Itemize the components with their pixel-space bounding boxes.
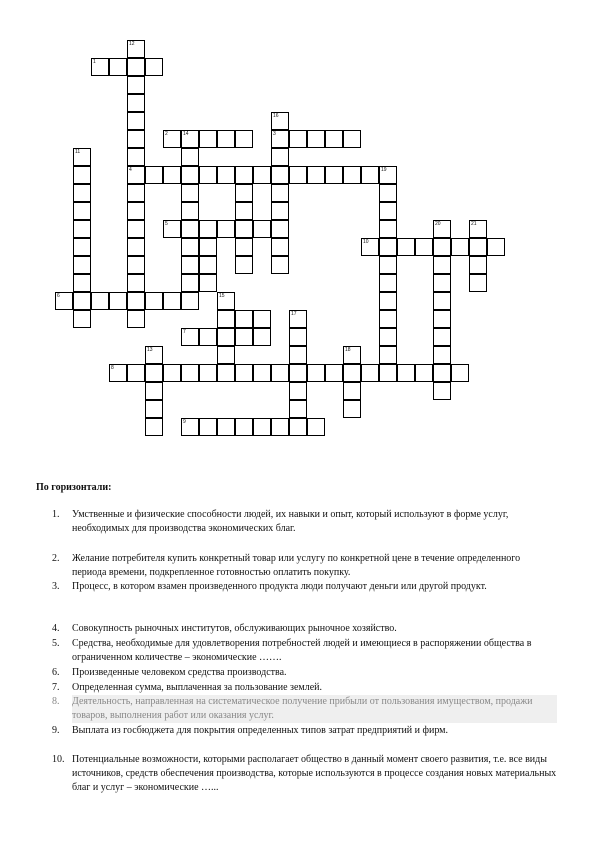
grid-cell[interactable] bbox=[433, 346, 451, 364]
grid-cell[interactable] bbox=[235, 238, 253, 256]
grid-cell[interactable] bbox=[181, 256, 199, 274]
clue-number: 14 bbox=[183, 131, 189, 137]
grid-cell[interactable] bbox=[379, 238, 397, 256]
grid-cell[interactable] bbox=[235, 166, 253, 184]
grid-cell[interactable] bbox=[325, 130, 343, 148]
grid-cell[interactable] bbox=[91, 292, 109, 310]
grid-cell[interactable] bbox=[307, 364, 325, 382]
grid-cell[interactable] bbox=[325, 166, 343, 184]
grid-cell[interactable] bbox=[271, 130, 289, 148]
grid-cell[interactable] bbox=[217, 220, 235, 238]
grid-cell[interactable] bbox=[181, 130, 199, 148]
grid-cell[interactable] bbox=[217, 346, 235, 364]
grid-cell[interactable] bbox=[433, 256, 451, 274]
grid-cell[interactable] bbox=[253, 328, 271, 346]
grid-cell[interactable] bbox=[307, 166, 325, 184]
grid-cell[interactable] bbox=[235, 364, 253, 382]
grid-cell[interactable] bbox=[433, 310, 451, 328]
clue-item bbox=[52, 666, 557, 680]
grid-cell[interactable] bbox=[235, 418, 253, 436]
clue-item bbox=[52, 552, 557, 580]
grid-cell[interactable] bbox=[289, 418, 307, 436]
grid-cell[interactable] bbox=[253, 364, 271, 382]
grid-cell[interactable] bbox=[127, 184, 145, 202]
grid-cell[interactable] bbox=[127, 166, 145, 184]
clue-number: 4 bbox=[129, 167, 132, 173]
grid-cell[interactable] bbox=[199, 166, 217, 184]
clue-number: 15 bbox=[219, 293, 225, 299]
grid-cell[interactable] bbox=[379, 292, 397, 310]
grid-cell[interactable] bbox=[235, 220, 253, 238]
grid-cell[interactable] bbox=[379, 274, 397, 292]
grid-cell[interactable] bbox=[253, 166, 271, 184]
grid-cell[interactable] bbox=[127, 310, 145, 328]
grid-cell[interactable] bbox=[289, 364, 307, 382]
grid-cell[interactable] bbox=[181, 274, 199, 292]
grid-cell[interactable] bbox=[181, 202, 199, 220]
grid-cell[interactable] bbox=[289, 328, 307, 346]
clue-item-text: Желание потребителя купить конкретный товар или услугу по конкретной цене в течение определенного периода времени, подкрепленное готовностью оплатить покупку. bbox=[72, 553, 521, 578]
grid-cell[interactable] bbox=[379, 220, 397, 238]
grid-cell[interactable] bbox=[235, 310, 253, 328]
grid-cell[interactable] bbox=[217, 364, 235, 382]
grid-cell[interactable] bbox=[73, 256, 91, 274]
grid-cell[interactable] bbox=[145, 346, 163, 364]
grid-cell[interactable] bbox=[127, 58, 145, 76]
grid-cell[interactable] bbox=[235, 202, 253, 220]
grid-cell[interactable] bbox=[145, 382, 163, 400]
grid-cell[interactable] bbox=[271, 364, 289, 382]
grid-cell[interactable] bbox=[307, 418, 325, 436]
grid-cell[interactable] bbox=[271, 220, 289, 238]
clue-item-text: Потенциальные возможности, которыми располагает общество в данный момент своего развития, т.е. все виды источников, средств обеспечения производства, которые используются в процессе создания новых материальных благ и услуг – экономические …... bbox=[72, 754, 557, 793]
grid-cell[interactable] bbox=[181, 220, 199, 238]
grid-cell[interactable] bbox=[379, 310, 397, 328]
clue-item-text: Деятельность, направленная на систематическое получение прибыли от пользования имуществом, продажи товаров, выполнения работ или оказания услуг. bbox=[72, 695, 557, 723]
grid-cell[interactable] bbox=[199, 364, 217, 382]
grid-cell[interactable] bbox=[199, 274, 217, 292]
grid-cell[interactable] bbox=[181, 418, 199, 436]
grid-cell[interactable] bbox=[163, 364, 181, 382]
clue-item-text: Средства, необходимые для удовлетворения потребностей людей и имеющиеся в распоряжении общества в ограниченном количестве – экономические ……. bbox=[72, 638, 532, 663]
grid-cell[interactable] bbox=[181, 148, 199, 166]
clue-number: 11 bbox=[75, 149, 81, 155]
grid-cell[interactable] bbox=[433, 364, 451, 382]
clue-number: 18 bbox=[345, 347, 351, 353]
clue-number: 10 bbox=[363, 239, 369, 245]
clue-number: 5 bbox=[165, 221, 168, 227]
grid-cell[interactable] bbox=[73, 184, 91, 202]
grid-cell[interactable] bbox=[145, 364, 163, 382]
grid-cell[interactable] bbox=[253, 310, 271, 328]
grid-cell[interactable] bbox=[181, 328, 199, 346]
grid-cell[interactable] bbox=[433, 292, 451, 310]
grid-cell[interactable] bbox=[199, 220, 217, 238]
grid-cell[interactable] bbox=[127, 256, 145, 274]
grid-cell[interactable] bbox=[73, 238, 91, 256]
grid-cell[interactable] bbox=[379, 202, 397, 220]
grid-cell[interactable] bbox=[181, 184, 199, 202]
grid-cell[interactable] bbox=[289, 346, 307, 364]
clue-item bbox=[52, 508, 557, 536]
grid-cell[interactable] bbox=[271, 148, 289, 166]
grid-cell[interactable] bbox=[181, 166, 199, 184]
grid-cell[interactable] bbox=[325, 364, 343, 382]
grid-cell[interactable] bbox=[379, 328, 397, 346]
grid-cell[interactable] bbox=[469, 256, 487, 274]
grid-cell[interactable] bbox=[379, 256, 397, 274]
clue-item-number: 3. bbox=[52, 581, 60, 592]
grid-cell[interactable] bbox=[289, 166, 307, 184]
grid-cell[interactable] bbox=[73, 220, 91, 238]
grid-cell[interactable] bbox=[343, 364, 361, 382]
clue-number: 1 bbox=[93, 59, 96, 65]
grid-cell[interactable] bbox=[361, 238, 379, 256]
grid-cell[interactable] bbox=[271, 202, 289, 220]
grid-cell[interactable] bbox=[163, 166, 181, 184]
clue-number: 2 bbox=[165, 131, 168, 137]
grid-cell[interactable] bbox=[289, 310, 307, 328]
grid-cell[interactable] bbox=[127, 364, 145, 382]
grid-cell[interactable] bbox=[127, 202, 145, 220]
grid-cell[interactable] bbox=[343, 400, 361, 418]
clue-item bbox=[52, 681, 557, 695]
clues-heading: По горизонтали: bbox=[36, 482, 112, 493]
grid-cell[interactable] bbox=[397, 364, 415, 382]
grid-cell[interactable] bbox=[109, 58, 127, 76]
grid-cell[interactable] bbox=[469, 220, 487, 238]
grid-cell[interactable] bbox=[145, 292, 163, 310]
grid-cell[interactable] bbox=[235, 130, 253, 148]
grid-cell[interactable] bbox=[253, 418, 271, 436]
grid-cell[interactable] bbox=[379, 364, 397, 382]
grid-cell[interactable] bbox=[163, 292, 181, 310]
clue-item bbox=[52, 753, 557, 795]
grid-cell[interactable] bbox=[433, 382, 451, 400]
clue-item-number: 6. bbox=[52, 667, 60, 678]
grid-cell[interactable] bbox=[127, 148, 145, 166]
grid-cell[interactable] bbox=[235, 328, 253, 346]
clue-number: 12 bbox=[129, 41, 135, 47]
grid-cell[interactable] bbox=[145, 166, 163, 184]
grid-cell[interactable] bbox=[469, 238, 487, 256]
grid-cell[interactable] bbox=[109, 292, 127, 310]
grid-cell[interactable] bbox=[415, 364, 433, 382]
grid-cell[interactable] bbox=[235, 256, 253, 274]
clue-item-number: 5. bbox=[52, 638, 60, 649]
grid-cell[interactable] bbox=[433, 328, 451, 346]
clue-item bbox=[52, 695, 557, 723]
clue-number: 3 bbox=[273, 131, 276, 137]
clue-item bbox=[52, 622, 557, 636]
grid-cell[interactable] bbox=[271, 418, 289, 436]
grid-cell[interactable] bbox=[199, 418, 217, 436]
grid-cell[interactable] bbox=[433, 238, 451, 256]
grid-cell[interactable] bbox=[271, 184, 289, 202]
clue-item-text: Выплата из госбюджета для покрытия определенных типов затрат предприятий и фирм. bbox=[72, 725, 449, 736]
grid-cell[interactable] bbox=[109, 364, 127, 382]
clue-item-text: Совокупность рыночных институтов, обслуживающих рыночное хозяйство. bbox=[72, 623, 397, 634]
grid-cell[interactable] bbox=[145, 58, 163, 76]
grid-cell[interactable] bbox=[199, 256, 217, 274]
clue-item-number: 7. bbox=[52, 682, 60, 693]
clue-item-number: 9. bbox=[52, 725, 60, 736]
grid-cell[interactable] bbox=[397, 238, 415, 256]
grid-cell[interactable] bbox=[127, 238, 145, 256]
grid-cell[interactable] bbox=[127, 76, 145, 94]
grid-cell[interactable] bbox=[55, 292, 73, 310]
clue-number: 8 bbox=[111, 365, 114, 371]
grid-cell[interactable] bbox=[217, 130, 235, 148]
clue-number: 6 bbox=[57, 293, 60, 299]
grid-cell[interactable] bbox=[271, 238, 289, 256]
grid-cell[interactable] bbox=[217, 292, 235, 310]
clue-item-text: Умственные и физические способности людей, их навыки и опыт, который используют в форме услуг, необходимых для производства экономических благ. bbox=[72, 509, 509, 534]
grid-cell[interactable] bbox=[451, 238, 469, 256]
clue-number: 19 bbox=[381, 167, 387, 173]
grid-cell[interactable] bbox=[271, 112, 289, 130]
grid-cell[interactable] bbox=[235, 184, 253, 202]
grid-cell[interactable] bbox=[361, 166, 379, 184]
clue-number: 20 bbox=[435, 221, 441, 227]
grid-cell[interactable] bbox=[73, 292, 91, 310]
grid-cell[interactable] bbox=[379, 166, 397, 184]
clue-number: 16 bbox=[273, 113, 279, 119]
clue-item bbox=[52, 724, 557, 738]
clue-item bbox=[52, 580, 557, 594]
grid-cell[interactable] bbox=[307, 130, 325, 148]
grid-cell[interactable] bbox=[433, 220, 451, 238]
grid-cell[interactable] bbox=[415, 238, 433, 256]
grid-cell[interactable] bbox=[289, 382, 307, 400]
grid-cell[interactable] bbox=[127, 274, 145, 292]
grid-cell[interactable] bbox=[127, 292, 145, 310]
clue-item-text: Определенная сумма, выплаченная за пользование землей. bbox=[72, 682, 323, 693]
grid-cell[interactable] bbox=[469, 274, 487, 292]
grid-cell[interactable] bbox=[73, 274, 91, 292]
grid-cell[interactable] bbox=[73, 166, 91, 184]
grid-cell[interactable] bbox=[127, 112, 145, 130]
clue-item-text: Процесс, в котором взамен произведенного продукта люди получают деньги или другой продукт. bbox=[72, 581, 487, 592]
grid-cell[interactable] bbox=[451, 364, 469, 382]
grid-cell[interactable] bbox=[127, 220, 145, 238]
clue-item-number: 4. bbox=[52, 623, 60, 634]
clue-number: 21 bbox=[471, 221, 477, 227]
grid-cell[interactable] bbox=[181, 238, 199, 256]
clue-item-number: 10. bbox=[52, 754, 65, 765]
grid-cell[interactable] bbox=[127, 130, 145, 148]
grid-cell[interactable] bbox=[163, 220, 181, 238]
grid-cell[interactable] bbox=[433, 274, 451, 292]
grid-cell[interactable] bbox=[217, 310, 235, 328]
grid-cell[interactable] bbox=[343, 346, 361, 364]
grid-cell[interactable] bbox=[253, 220, 271, 238]
grid-cell[interactable] bbox=[73, 202, 91, 220]
grid-cell[interactable] bbox=[361, 364, 379, 382]
clue-number: 7 bbox=[183, 329, 186, 335]
clue-item bbox=[52, 637, 557, 665]
grid-cell[interactable] bbox=[343, 166, 361, 184]
grid-cell[interactable] bbox=[343, 130, 361, 148]
grid-cell[interactable] bbox=[181, 292, 199, 310]
grid-cell[interactable] bbox=[163, 130, 181, 148]
clue-item-number: 1. bbox=[52, 509, 60, 520]
grid-cell[interactable] bbox=[145, 418, 163, 436]
grid-cell[interactable] bbox=[73, 310, 91, 328]
clue-item-text: Произведенные человеком средства производства. bbox=[72, 667, 287, 678]
grid-cell[interactable] bbox=[73, 148, 91, 166]
grid-cell[interactable] bbox=[217, 328, 235, 346]
grid-cell[interactable] bbox=[127, 94, 145, 112]
grid-cell[interactable] bbox=[289, 400, 307, 418]
grid-cell[interactable] bbox=[289, 130, 307, 148]
grid-cell[interactable] bbox=[343, 382, 361, 400]
grid-cell[interactable] bbox=[199, 130, 217, 148]
grid-cell[interactable] bbox=[145, 400, 163, 418]
grid-cell[interactable] bbox=[379, 184, 397, 202]
grid-cell[interactable] bbox=[199, 238, 217, 256]
grid-cell[interactable] bbox=[271, 256, 289, 274]
grid-cell[interactable] bbox=[217, 166, 235, 184]
grid-cell[interactable] bbox=[487, 238, 505, 256]
grid-cell[interactable] bbox=[217, 418, 235, 436]
grid-cell[interactable] bbox=[181, 364, 199, 382]
clue-number: 17 bbox=[291, 311, 297, 317]
grid-cell[interactable] bbox=[199, 328, 217, 346]
clue-item-number: 8. bbox=[52, 696, 60, 707]
grid-cell[interactable] bbox=[91, 58, 109, 76]
grid-cell[interactable] bbox=[379, 346, 397, 364]
grid-cell[interactable] bbox=[271, 166, 289, 184]
clue-number: 13 bbox=[147, 347, 153, 353]
clue-item-number: 2. bbox=[52, 553, 60, 564]
clue-number: 9 bbox=[183, 419, 186, 425]
grid-cell[interactable] bbox=[127, 40, 145, 58]
